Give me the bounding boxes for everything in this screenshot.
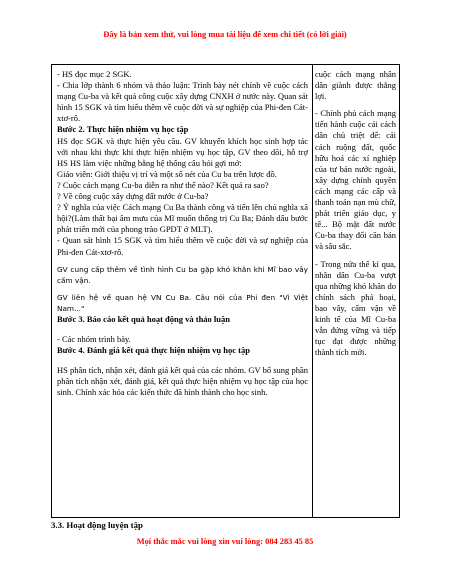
question-item: ? Ý nghĩa của việc Cách mạng Cu Ba thành công và tiến lên chủ nghĩa xã hội?(Làm thất bại âm mưu của Mĩ muốn thống trị Cu Ba; Đánh dấu bước phát triển mới của phong trào GPDT ở MLT).	[57, 202, 308, 235]
question-item: ? Về công cuộc xây dựng đất nước ở Cu-ba?	[57, 191, 209, 202]
text-paragraph: cuộc cách mạng nhân dân giành được thắng lợi.	[315, 69, 396, 102]
text-paragraph: - Các nhóm trình bày.	[57, 333, 131, 344]
contact-banner: Mọi thắc mắc vui lòng xin vui lòng: 084 283 45 85	[136, 537, 314, 546]
text-paragraph: - Chia lớp thành 6 nhóm và thảo luận: Trình bày nét chính về cuộc cách mạng Cu-ba và kết quả công cuộc xây dựng CNXH ở nước này. Quan sát hình 15 SGK và tìm hiểu thêm về cuộc đời và sự nghiệp của Phi-đen Cát-xtơ-rô.	[57, 80, 308, 124]
step-2-heading: Bước 2. Thực hiện nhiệm vụ học tập	[57, 124, 189, 135]
question-item: ? Cuộc cách mạng Cu-ba diễn ra như thế nào? Kết quả ra sao?	[57, 179, 269, 190]
step-4-heading: Bước 4. Đánh giá kết quả thực hiện nhiệm vụ học tập	[57, 344, 250, 355]
text-paragraph: - Trong nửa thế kỉ qua, nhân dân Cu-ba vượt qua những khó khăn do chính sách phá hoại, bao vây, cấm vận về kinh tế của Mĩ Cu-ba vẫn đứng vững và tiếp tục đạt được những thành tích mới.	[315, 258, 396, 358]
column-divider	[312, 65, 313, 517]
lesson-table	[51, 64, 400, 518]
text-paragraph: HS đọc SGK và thực hiện yêu cầu. GV khuyến khích học sinh hợp tác với nhau khi thực khi thực hiện nhiệm vụ học tập, GV theo dõi, hỗ trợ HS HS làm việc những bằng hệ thống câu hỏi gợi mở:	[57, 135, 308, 168]
text-paragraph: - Chính phủ cách mạng tiến hành cuộc cải cách dân chủ triệt để: cải cách ruộng đất, quốc hữu hoá các xí nghiệp của tư bản nước ngoài, xây dựng chính quyền cách mạng các cấp và thanh toán nạn mù chữ, phát triển giáo dục, y tế... Bộ mặt đất nước Cu-ba thay đổi căn bản và sâu sắc.	[315, 108, 396, 252]
section-heading: 3.3. Hoạt động luyện tập	[51, 520, 143, 530]
content-column	[315, 69, 396, 358]
text-paragraph: GV cung cấp thêm về tình hình Cu ba gặp khó khăn khi Mĩ bao vây cấm vận.	[57, 264, 308, 285]
text-paragraph: HS phân tích, nhận xét, đánh giá kết quả của các nhóm. GV bổ sung phần phân tích nhận xét, đánh giá, kết quả thực hiện nhiệm vụ học tập của học sinh. Chính xác hóa các kiến thức đã hình thành cho học sinh.	[57, 364, 308, 398]
step-3-heading: Bước 3. Báo cáo kết quả hoạt động và thảo luận	[57, 313, 230, 324]
teacher-activity-column	[57, 69, 308, 398]
preview-banner: Đây là bản xem thử, vui lòng mua tài liệu để xem chi tiết (có lời giải)	[103, 30, 347, 39]
text-paragraph: GV liên hệ về quan hệ VN Cu Ba. Câu nói của Phi đen "Vì Việt Nam..."	[57, 292, 308, 313]
text-paragraph: - HS đọc mục 2 SGK.	[57, 69, 132, 79]
text-paragraph: - Quan sát hình 15 SGK và tìm hiểu thêm về cuộc đời và sự nghiệp của Phi-đen Cát-xtơ-rô.	[57, 235, 308, 257]
text-paragraph: Giáo viên: Giới thiệu vị trí và một số nét của Cu ba trên lược đồ.	[57, 168, 277, 179]
